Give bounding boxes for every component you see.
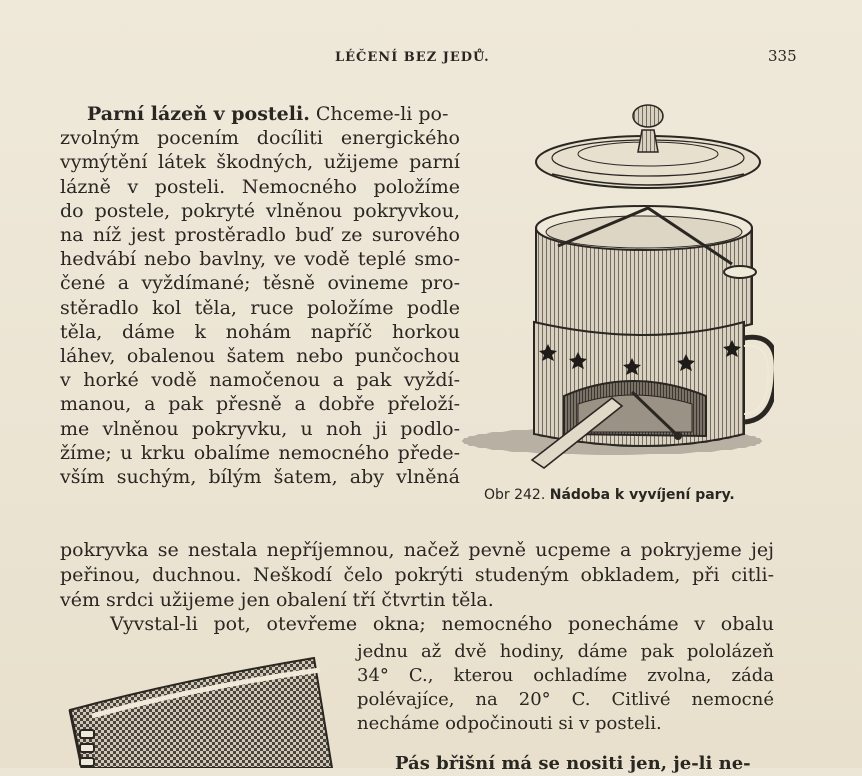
page-number: 335 bbox=[768, 47, 797, 65]
steam-vessel-illustration bbox=[462, 96, 774, 474]
text-line: pokryvka se nestala nepříjemnou, načež pevně ucpeme a pokryjeme jej bbox=[60, 539, 774, 561]
text-line: čené a vyždímané; těsně ovineme pro- bbox=[60, 272, 460, 295]
text-line: zvolným pocením docíliti energického bbox=[60, 127, 460, 150]
text-line: vymýtění látek škodných, užijeme parní bbox=[60, 151, 460, 174]
text-line: polévajíce, na 20° C. Citlivé nemocné bbox=[357, 689, 774, 710]
text-line: vém srdci užijeme jen obalení tří čtvrtin těla. bbox=[60, 589, 494, 611]
figure-label: Obr 242. bbox=[484, 487, 546, 503]
abdominal-belt-illustration bbox=[62, 652, 334, 768]
figure-caption bbox=[484, 487, 735, 503]
text-line: lázně v posteli. Nemocného položíme bbox=[60, 175, 460, 198]
paragraph-sweat-first-line bbox=[60, 612, 774, 637]
text-line: do postele, pokryté vlněnou pokryvkou, bbox=[60, 199, 460, 222]
text-line: těla, dáme k nohám napříč horkou bbox=[60, 320, 460, 343]
paragraph-steam-bath-continuation bbox=[60, 538, 774, 613]
paragraph-sweat bbox=[357, 640, 774, 736]
text-line: Vyvstal-li pot, otevřeme okna; nemocného ponecháme v obalu bbox=[110, 613, 774, 635]
text-line: Parní lázeň v posteli. Chceme-li po- bbox=[87, 103, 449, 125]
text-line: stěradlo kol těla, ruce položíme podle bbox=[60, 296, 460, 319]
text-line: jednu až dvě hodiny, dáme pak pololázeň bbox=[357, 641, 774, 662]
text-line: peřinou, duchnou. Neškodí čelo pokrýti studeným obkladem, při citli- bbox=[60, 564, 774, 586]
text-line: necháme odpočinouti si v posteli. bbox=[357, 713, 662, 734]
section-heading: Parní lázeň v posteli. bbox=[87, 103, 310, 125]
paragraph-steam-bath bbox=[60, 102, 460, 489]
text-line: hedvábí nebo bavlny, ve vodě teplé smo- bbox=[60, 248, 460, 271]
text-line: manou, a pak přesně a dobře přeloží- bbox=[60, 393, 460, 416]
text-line: me vlněnou pokryvku, u noh ji podlo- bbox=[60, 417, 460, 440]
text-line: na níž jest prostěradlo buď ze surového bbox=[60, 224, 460, 247]
text-line: vším suchým, bílým šatem, aby vlněná bbox=[60, 466, 460, 489]
text-line: Pás břišní má se nositi jen, je-li ne- bbox=[395, 753, 751, 774]
text-line: láhev, obalenou šatem nebo punčochou bbox=[60, 345, 460, 368]
text-line: v horké vodě namočenou a pak vyždí- bbox=[60, 369, 460, 392]
paragraph-belly-belt-first-line bbox=[357, 752, 774, 776]
running-header: LÉČENÍ BEZ JEDŮ. bbox=[335, 50, 490, 65]
text-line: 34° C., kterou ochladíme zvolna, záda bbox=[357, 665, 774, 686]
figure-title: Nádoba k vyvíjení pary. bbox=[549, 487, 735, 503]
text-line: žíme; u krku obalíme nemocného přede- bbox=[60, 441, 460, 464]
